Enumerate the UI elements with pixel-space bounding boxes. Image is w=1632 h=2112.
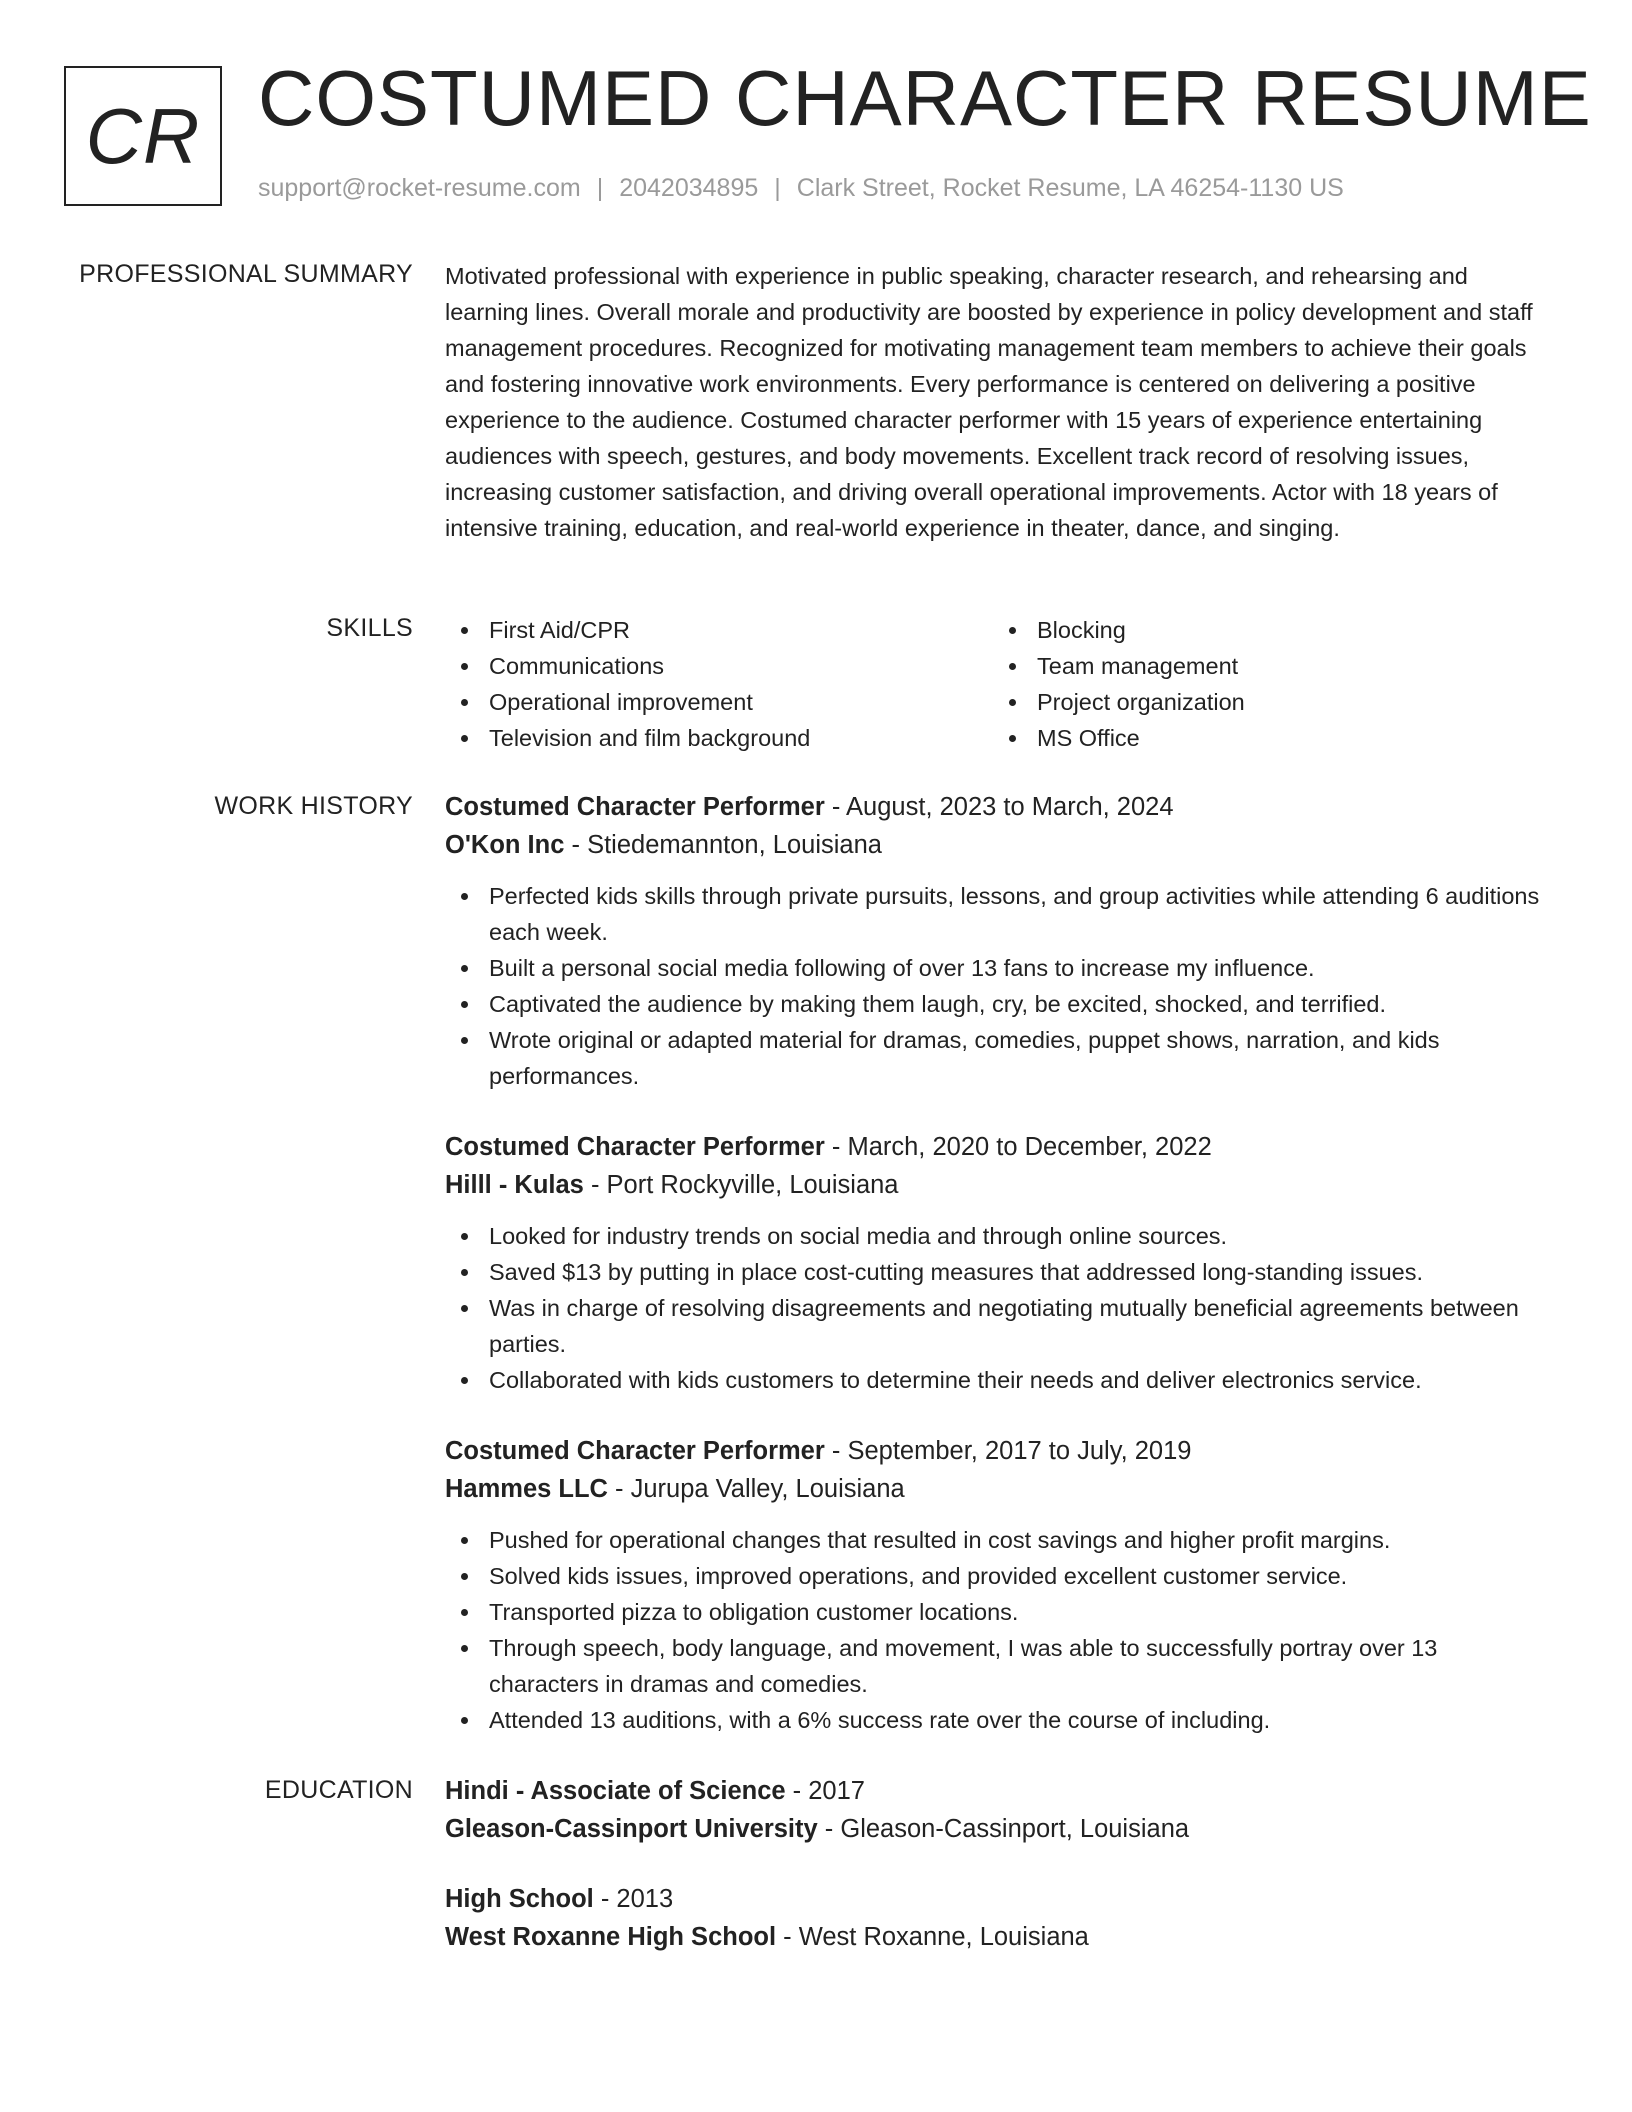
job-dates: - March, 2020 to December, 2022	[824, 1133, 1212, 1161]
education-school: Gleason-Cassinport University	[445, 1815, 818, 1843]
education-year: - 2013	[593, 1885, 674, 1913]
education-degree: High School	[445, 1885, 594, 1913]
skill-item: Project organization	[993, 684, 1541, 720]
job-company: Hilll - Kulas	[445, 1171, 584, 1199]
education-school-line	[445, 1918, 1545, 1956]
education-year: - 2017	[785, 1777, 865, 1805]
job-title: Costumed Character Performer	[445, 1133, 825, 1161]
job-bullet: Looked for industry trends on social media and through online sources.	[445, 1218, 1545, 1254]
education-degree-line	[445, 1880, 1545, 1918]
job-bullet: Transported pizza to obligation customer locations.	[445, 1594, 1545, 1630]
job-title-line	[445, 1128, 1545, 1166]
education-school-line	[445, 1810, 1545, 1848]
job-company: O'Kon Inc	[445, 831, 565, 859]
job-company: Hammes LLC	[445, 1475, 608, 1503]
job-location: - Jurupa Valley, Louisiana	[607, 1475, 905, 1503]
contact-address: Clark Street, Rocket Resume, LA 46254-1130 US	[796, 174, 1344, 202]
skill-item: MS Office	[993, 720, 1541, 756]
job-bullet: Captivated the audience by making them laugh, cry, be excited, shocked, and terrified.	[445, 986, 1545, 1022]
job-company-line	[445, 1166, 1545, 1204]
section-heading-summary: PROFESSIONAL SUMMARY	[79, 260, 413, 288]
job-bullet-list	[445, 1218, 1545, 1398]
contact-separator: |	[596, 174, 604, 202]
job-entry	[445, 788, 1545, 1094]
skills-list-left	[445, 612, 993, 756]
job-location: - Port Rockyville, Louisiana	[583, 1171, 899, 1199]
job-bullet: Wrote original or adapted material for dramas, comedies, puppet shows, narration, and kids performances.	[445, 1022, 1545, 1094]
summary-text: Motivated professional with experience in public speaking, character research, and rehearsing and learning lines. Overall morale and productivity are boosted by experience in policy development and staff management procedures. Recognized for motivating management team members to achieve their goals and fostering innovative work environments. Every performance is centered on delivering a positive experience to the audience. Costumed character performer with 15 years of experience entertaining audiences with speech, gestures, and body movements. Excellent track record of resolving issues, increasing customer satisfaction, and driving overall operational improvements. Actor with 18 years of intensive training, education, and real-world experience in theater, dance, and singing.	[445, 263, 1533, 541]
contact-separator: |	[774, 174, 781, 202]
skills-columns	[445, 612, 1545, 756]
contact-phone: 2042034895	[619, 174, 759, 202]
job-location: - Stiedemannton, Louisiana	[564, 831, 882, 859]
skill-item: Blocking	[993, 612, 1541, 648]
skill-item: Team management	[993, 648, 1541, 684]
job-bullet: Saved $13 by putting in place cost-cutting measures that addressed long-standing issues.	[445, 1254, 1545, 1290]
education-entry	[445, 1772, 1545, 1848]
contact-line	[258, 174, 1344, 203]
education-school: West Roxanne High School	[445, 1923, 777, 1951]
job-bullet: Was in charge of resolving disagreements and negotiating mutually beneficial agreements between parties.	[445, 1290, 1545, 1362]
section-heading-education: EDUCATION	[264, 1776, 413, 1804]
skill-item: Operational improvement	[445, 684, 993, 720]
job-entry	[445, 1128, 1545, 1398]
education-location: - West Roxanne, Louisiana	[776, 1923, 1089, 1951]
job-dates: - August, 2023 to March, 2024	[824, 793, 1174, 821]
monogram-initials: CR	[85, 91, 201, 180]
job-bullet: Through speech, body language, and movement, I was able to successfully portray over 13 characters in dramas and comedies.	[445, 1630, 1545, 1702]
section-heading-work-history: WORK HISTORY	[214, 792, 413, 820]
education-location: - Gleason-Cassinport, Louisiana	[817, 1815, 1190, 1843]
job-bullet: Pushed for operational changes that resulted in cost savings and higher profit margins.	[445, 1522, 1545, 1558]
job-bullet: Solved kids issues, improved operations, and provided excellent customer service.	[445, 1558, 1545, 1594]
job-title-line	[445, 1432, 1545, 1470]
education-degree: Hindi - Associate of Science	[445, 1777, 786, 1805]
skill-item: Communications	[445, 648, 993, 684]
job-title: Costumed Character Performer	[445, 1437, 825, 1465]
skill-item: Television and film background	[445, 720, 993, 756]
resume-title: COSTUMED CHARACTER RESUME	[258, 54, 1592, 142]
job-bullet: Perfected kids skills through private pursuits, lessons, and group activities while attending 6 auditions each week.	[445, 878, 1545, 950]
job-bullet-list	[445, 878, 1545, 1094]
job-bullet-list	[445, 1522, 1545, 1738]
job-bullet: Built a personal social media following of over 13 fans to increase my influence.	[445, 950, 1545, 986]
skills-list-right	[993, 612, 1541, 756]
education-entry	[445, 1880, 1545, 1956]
section-heading-skills: SKILLS	[326, 614, 413, 642]
job-title-line	[445, 788, 1545, 826]
job-bullet: Collaborated with kids customers to determine their needs and deliver electronics service.	[445, 1362, 1545, 1398]
job-bullet: Attended 13 auditions, with a 6% success rate over the course of including.	[445, 1702, 1545, 1738]
summary-body	[445, 258, 1545, 546]
education-degree-line	[445, 1772, 1545, 1810]
skills-body	[445, 612, 1545, 756]
contact-email: support@rocket-resume.com	[258, 174, 581, 202]
job-title: Costumed Character Performer	[445, 793, 825, 821]
job-company-line	[445, 826, 1545, 864]
skill-item: First Aid/CPR	[445, 612, 993, 648]
job-company-line	[445, 1470, 1545, 1508]
job-dates: - September, 2017 to July, 2019	[824, 1437, 1192, 1465]
job-entry	[445, 1432, 1545, 1738]
monogram-logo	[64, 66, 222, 206]
